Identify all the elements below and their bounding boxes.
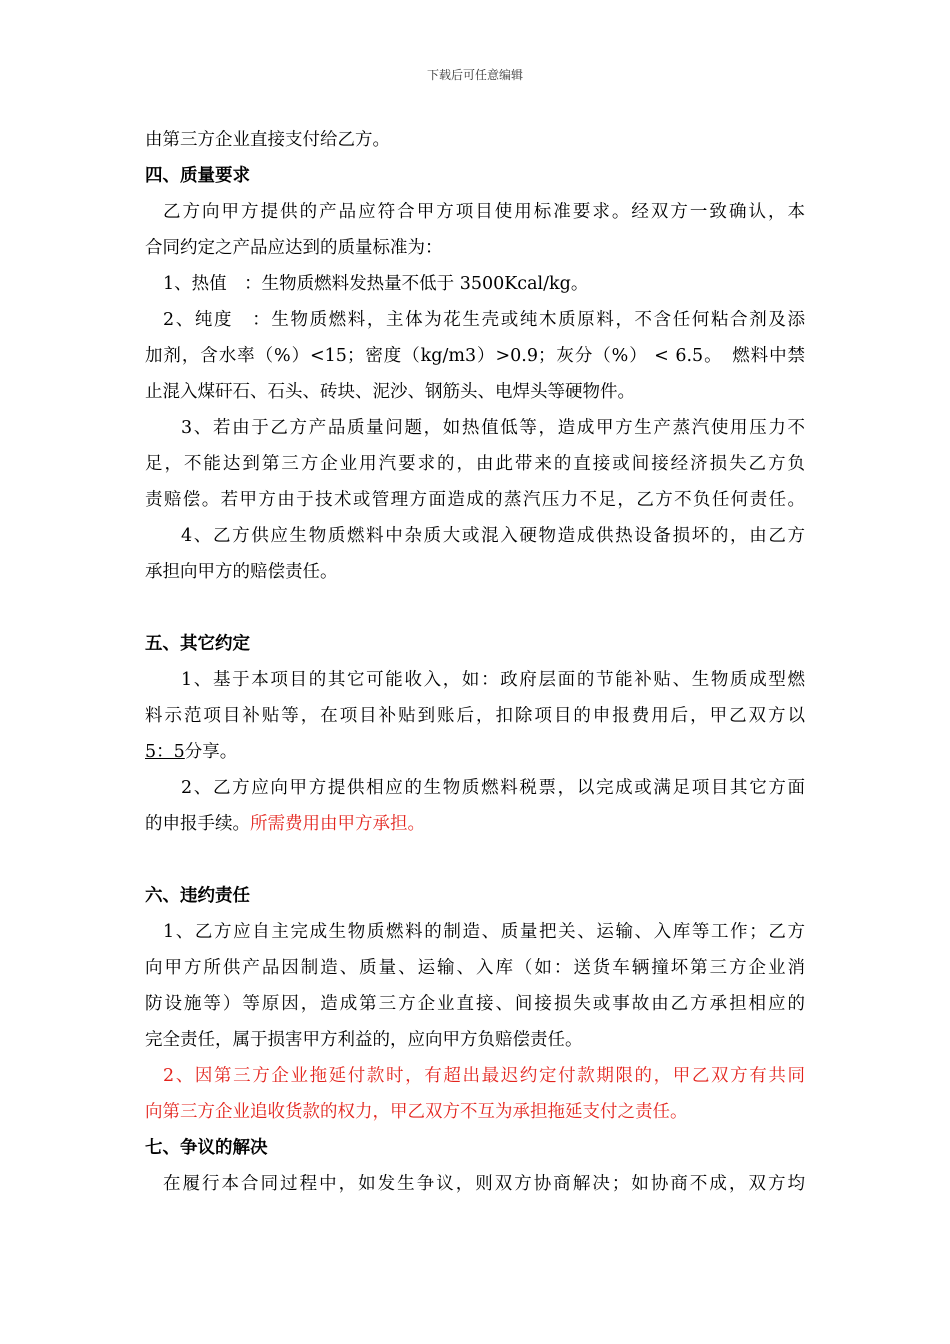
paragraph-line: 在履行本合同过程中，如发生争议，则双方协商解决；如协商不成，双方均 xyxy=(163,1174,805,1194)
list-item: 2、纯度 ：生物质燃料，主体为花生壳或纯木质原料，不含任何粘合剂及添 xyxy=(163,310,805,330)
paragraph-line: 防设施等）等原因，造成第三方企业直接、间接损失或事故由乙方承担相应的 xyxy=(145,994,805,1014)
spacer xyxy=(145,842,805,878)
section-heading-other: 五、其它约定 xyxy=(145,634,250,654)
list-item: 4、乙方供应生物质燃料中杂质大或混入硬物造成供热设备损坏的，由乙方 xyxy=(181,526,805,546)
document-body xyxy=(145,122,805,1202)
ratio-underlined: 5：5 xyxy=(145,742,185,762)
paragraph-line: 加剂，含水率（%）<15；密度（kg/m3）>0.9；灰分（%） < 6.5。 燃料中禁 xyxy=(145,346,805,366)
paragraph-line-red: 向第三方企业追收货款的权力，甲乙双方不互为承担拖延支付之责任。 xyxy=(145,1102,688,1122)
list-item: 1、热值 ：生物质燃料发热量不低于 3500Kcal/kg。 xyxy=(163,274,589,294)
section-heading-quality: 四、质量要求 xyxy=(145,166,250,186)
section-heading-dispute: 七、争议的解决 xyxy=(145,1138,268,1158)
spacer xyxy=(145,590,805,626)
share-text: 分享。 xyxy=(184,742,238,762)
paragraph-line: 料示范项目补贴等，在项目补贴到账后，扣除项目的申报费用后，甲乙双方以 xyxy=(145,706,805,726)
paragraph-line: 合同约定之产品应达到的质量标准为： xyxy=(145,238,443,258)
list-item: 1、基于本项目的其它可能收入，如：政府层面的节能补贴、生物质成型燃 xyxy=(181,670,805,690)
paragraph-line xyxy=(145,806,805,842)
paragraph-line: 承担向甲方的赔偿责任。 xyxy=(145,562,338,582)
paragraph-line: 由第三方企业直接支付给乙方。 xyxy=(145,130,390,150)
list-item: 3、若由于乙方产品质量问题，如热值低等，造成甲方生产蒸汽使用压力不 xyxy=(181,418,805,438)
paragraph-line: 止混入煤矸石、石头、砖块、泥沙、钢筋头、电焊头等硬物件。 xyxy=(145,382,635,402)
section-heading-liability: 六、违约责任 xyxy=(145,886,250,906)
paragraph-line: 乙方向甲方提供的产品应符合甲方项目使用标准要求。经双方一致确认，本 xyxy=(163,202,805,222)
page-header: 下载后可任意编辑 xyxy=(426,68,523,82)
procedure-text: 的申报手续。 xyxy=(145,814,250,834)
paragraph-line: 完全责任，属于损害甲方利益的，应向甲方负赔偿责任。 xyxy=(145,1030,583,1050)
paragraph-line: 责赔偿。若甲方由于技术或管理方面造成的蒸汽压力不足，乙方不负任何责任。 xyxy=(145,490,805,510)
paragraph-line: 向甲方所供产品因制造、质量、运输、入库（如：送货车辆撞坏第三方企业消 xyxy=(145,958,805,978)
cost-note-red: 所需费用由甲方承担。 xyxy=(250,814,425,834)
list-item: 1、乙方应自主完成生物质燃料的制造、质量把关、运输、入库等工作；乙方 xyxy=(163,922,805,942)
list-item-red: 2、因第三方企业拖延付款时，有超出最迟约定付款期限的，甲乙双方有共同 xyxy=(163,1066,805,1086)
list-item: 2、乙方应向甲方提供相应的生物质燃料税票，以完成或满足项目其它方面 xyxy=(181,778,805,798)
paragraph-line xyxy=(145,734,805,770)
paragraph-line: 足，不能达到第三方企业用汽要求的，由此带来的直接或间接经济损失乙方负 xyxy=(145,454,805,474)
